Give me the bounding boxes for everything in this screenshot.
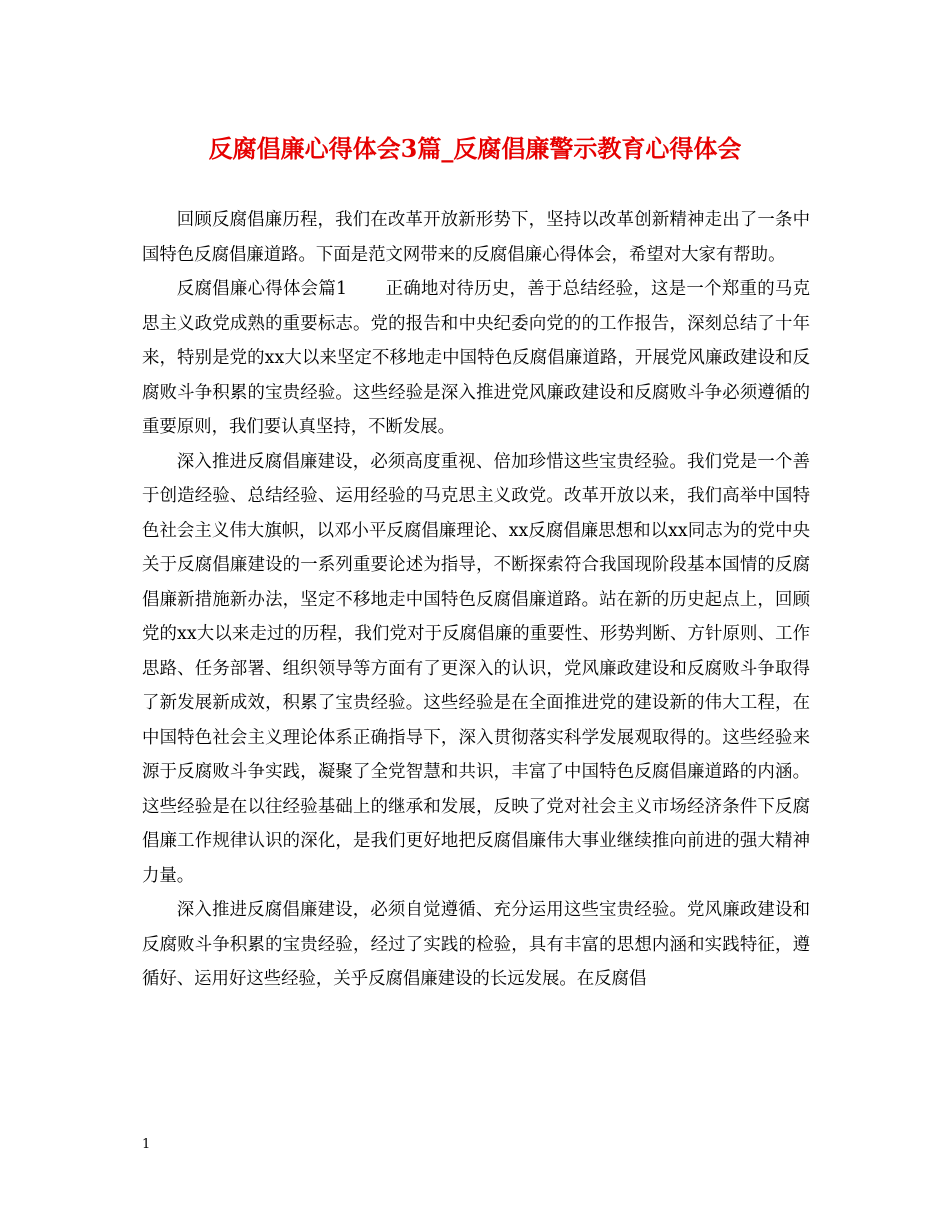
paragraph-section-1	[142, 272, 810, 445]
page-number: 1	[142, 1137, 151, 1152]
paragraph-intro: 回顾反腐倡廉历程，我们在改革开放新形势下，坚持以改革创新精神走出了一条中国特色反腐倡廉道路。下面是范文网带来的反腐倡廉心得体会，希望对大家有帮助。	[142, 210, 810, 265]
document-body	[142, 203, 810, 997]
paragraph-experience-value: 深入推进反腐倡廉建设，必须高度重视、倍加珍惜这些宝贵经验。我们党是一个善于创造经验、总结经验、运用经验的马克思主义政党。改革开放以来，我们高举中国特色社会主义伟大旗帜，以邓小平反腐倡廉理论、xx反腐倡廉思想和以xx同志为的党中央关于反腐倡廉建设的一系列重要论述为指导，不断探索符合我国现阶段基本国情的反腐倡廉新措施新办法，坚定不移地走中国特色反腐倡廉道路。站在新的历史起点上，回顾党的xx大以来走过的历程，我们党对于反腐倡廉的重要性、形势判断、方针原则、工作思路、任务部署、组织领导等方面有了更深入的认识，党风廉政建设和反腐败斗争取得了新发展新成效，积累了宝贵经验。这些经验是在全面推进党的建设新的伟大工程，在中国特色社会主义理论体系正确指导下，深入贯彻落实科学发展观取得的。这些经验来源于反腐败斗争实践，凝聚了全党智慧和共识，丰富了中国特色反腐倡廉道路的内涵。这些经验是在以往经验基础上的继承和发展，反映了党对社会主义市场经济条件下反腐倡廉工作规律认识的深化，是我们更好地把反腐倡廉伟大事业继续推向前进的强大精神力量。	[142, 451, 810, 886]
section-heading: 反腐倡廉心得体会篇1	[176, 279, 348, 299]
paragraph-experience-application: 深入推进反腐倡廉建设，必须自觉遵循、充分运用这些宝贵经验。党风廉政建设和反腐败斗争积累的宝贵经验，经过了实践的检验，具有丰富的思想内涵和实践特征，遵循好、运用好这些经验，关乎反腐倡廉建设的长远发展。在反腐倡	[142, 900, 810, 989]
document-title: 反腐倡廉心得体会3篇_反腐倡廉警示教育心得体会	[208, 134, 742, 163]
section-text: 正确地对待历史，善于总结经验，这是一个郑重的马克思主义政党成熟的重要标志。党的报告和中央纪委向党的的工作报告，深刻总结了十年来，特别是党的xx大以来坚定不移地走中国特色反腐倡廉道路，开展党风廉政建设和反腐败斗争积累的宝贵经验。这些经验是深入推进党风廉政建设和反腐败斗争必须遵循的重要原则，我们要认真坚持，不断发展。	[142, 279, 810, 437]
